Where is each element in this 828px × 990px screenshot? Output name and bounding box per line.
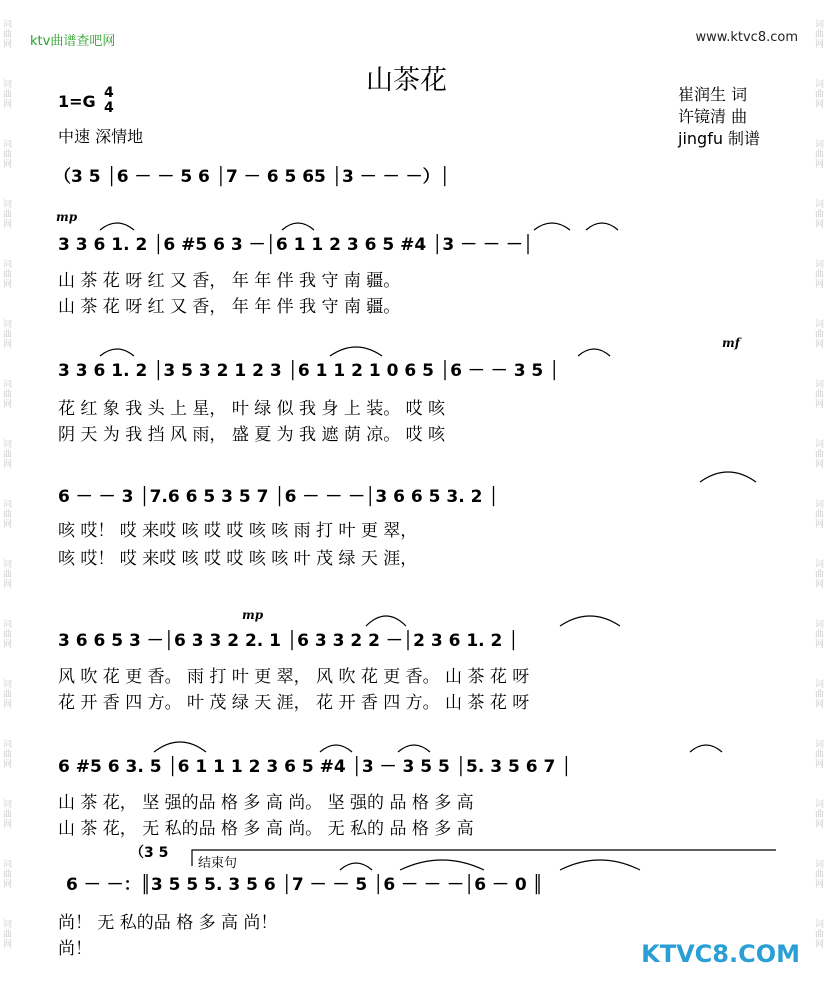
slur [100,223,134,230]
row-5-lyric-verse-1: 风 吹 花 更 香。 雨 打 叶 更 翠， 风 吹 花 更 香。 山 茶 花 呀 [58,667,530,687]
side-watermark-text: 词曲网 [3,740,13,770]
side-watermark-text: 词曲网 [815,920,825,950]
side-watermark-text: 词曲网 [3,800,13,830]
row-7-lyric-verse-2: 尚！ [58,939,92,959]
side-watermark-text: 词曲网 [3,80,13,110]
dynamic-mark-mp-2: mp [242,608,264,622]
time-top: 4 [104,85,114,101]
side-watermark-text: 词曲网 [3,560,13,590]
side-watermark-text: 词曲网 [3,140,13,170]
side-watermark-text: 词曲网 [815,320,825,350]
score-row-5-notes: 3 6 6 5 3 －│6 3 3 2 2. 1 │6 3 3 2 2 －│2 3 6 1. 2 │ [58,631,519,651]
row-7-lyric-verse-1: 尚！ 无 私的品 格 多 高 尚！ [58,913,278,933]
site-logo[interactable] [641,940,800,968]
side-watermark-text: 词曲网 [815,260,825,290]
lyricist-credit: 崔润生 词 [678,85,748,104]
slur [340,863,372,870]
side-watermark-text: 词曲网 [815,20,825,50]
row-3-lyric-verse-1: 花 红 象 我 头 上 星， 叶 绿 似 我 身 上 装。 哎 咳 [58,399,446,419]
ending-label: 结束句 [198,856,238,871]
side-watermark-text: 词曲网 [3,920,13,950]
site-name-left[interactable]: ktv曲谱查吧网 [30,34,116,49]
side-watermark-text: 词曲网 [815,680,825,710]
slur [700,472,756,482]
side-watermark-text: 词曲网 [3,620,13,650]
side-watermark-text: 词曲网 [3,20,13,50]
slur [320,745,352,752]
side-watermark-text: 词曲网 [3,860,13,890]
side-watermark-text: 词曲网 [815,140,825,170]
time-bottom: 4 [104,100,114,116]
side-watermark-text: 词曲网 [3,440,13,470]
dynamic-mark-mp-1: mp [56,210,78,224]
side-watermark-text: 词曲网 [815,620,825,650]
slur [400,860,484,870]
row-4-lyric-verse-2: 咳 哎！ 哎 来哎 咳 哎 哎 咳 咳 叶 茂 绿 天 涯， [58,549,418,569]
slur [154,742,206,752]
side-watermark-text: 词曲网 [3,680,13,710]
row-5-lyric-verse-2: 花 开 香 四 方。 叶 茂 绿 天 涯， 花 开 香 四 方。 山 茶 花 呀 [58,693,530,713]
score-row-4-notes: 6 － － 3 │7.6 6 5 3 5 7 │6 － － －│3 6 6 5 3. 2 │ [58,487,499,507]
side-watermark-text: 词曲网 [815,440,825,470]
side-watermark-text: 词曲网 [815,560,825,590]
key-label: 1=G [58,92,96,111]
song-title: 山茶花 [366,65,447,96]
site-url-right[interactable]: www.ktvc8.com [695,30,798,45]
repeat-pickup-notes: （3 5 [130,845,169,861]
slur [578,349,610,356]
ending-bracket [192,850,776,866]
score-row-6-notes: 6 #5 6 3. 5 │6 1 1 1 2 3 6 5 #4 │3 － 3 5 5 │5. 3 5 6 7 │ [58,757,572,777]
row-2-lyric-verse-2: 山 茶 花 呀 红 又 香， 年 年 伴 我 守 南 疆。 [58,297,401,317]
slur [398,745,430,752]
row-2-lyric-verse-1: 山 茶 花 呀 红 又 香， 年 年 伴 我 守 南 疆。 [58,271,401,291]
slur [366,616,406,626]
slur [690,745,722,752]
side-watermark-text: 词曲网 [815,200,825,230]
side-watermark-text: 词曲网 [3,260,13,290]
score-row-3-notes: 3 3 6 1. 2 │3 5 3 2 1 2 3 │6 1 1 2 1 0 6 5 │6 － － 3 5 │ [58,361,560,381]
score-row-7-notes: 6 － －：║3 5 5 5. 3 5 6 │7 － － 5 │6 － － －│6 － 0 ║ [66,875,543,895]
row-6-lyric-verse-1: 山 茶 花， 坚 强的品 格 多 高 尚。 坚 强的 品 格 多 高 [58,793,474,813]
arranger-credit: jingfu 制谱 [678,129,761,148]
dynamic-mark-mf: mf [722,336,740,350]
side-watermark-text: 词曲网 [815,860,825,890]
side-watermark-text: 词曲网 [815,380,825,410]
score-row-1-notes: （3 5 │6 － － 5 6 │7 － 6 5 65 │3 － － －）│ [54,167,450,187]
side-watermark-text: 词曲网 [3,500,13,530]
row-4-lyric-verse-1: 咳 哎！ 哎 来哎 咳 哎 哎 咳 咳 雨 打 叶 更 翠， [58,521,418,541]
side-watermark-text: 词曲网 [815,740,825,770]
composer-credit: 许镜清 曲 [678,107,748,126]
row-3-lyric-verse-2: 阴 天 为 我 挡 风 雨， 盛 夏 为 我 遮 荫 凉。 哎 咳 [58,425,446,445]
slur [534,223,570,230]
slur [282,223,314,230]
score-row-2-notes: 3 3 6 1. 2 │6 #5 6 3 －│6 1 1 2 3 6 5 #4 │3 － － －│ [58,235,534,255]
side-watermark-text: 词曲网 [815,800,825,830]
slur [330,347,382,356]
side-watermark-text: 词曲网 [3,380,13,410]
side-watermark-text: 词曲网 [3,200,13,230]
side-watermark-text: 词曲网 [815,500,825,530]
slur [100,349,134,356]
slur [560,616,620,626]
slur [586,223,618,230]
slur [560,860,640,870]
side-watermark-text: 词曲网 [815,80,825,110]
row-6-lyric-verse-2: 山 茶 花， 无 私的品 格 多 高 尚。 无 私的 品 格 多 高 [58,819,474,839]
logo-text: KTVC8.COM [641,940,800,968]
tempo-marking: 中速 深情地 [58,127,144,146]
side-watermark-text: 词曲网 [3,320,13,350]
